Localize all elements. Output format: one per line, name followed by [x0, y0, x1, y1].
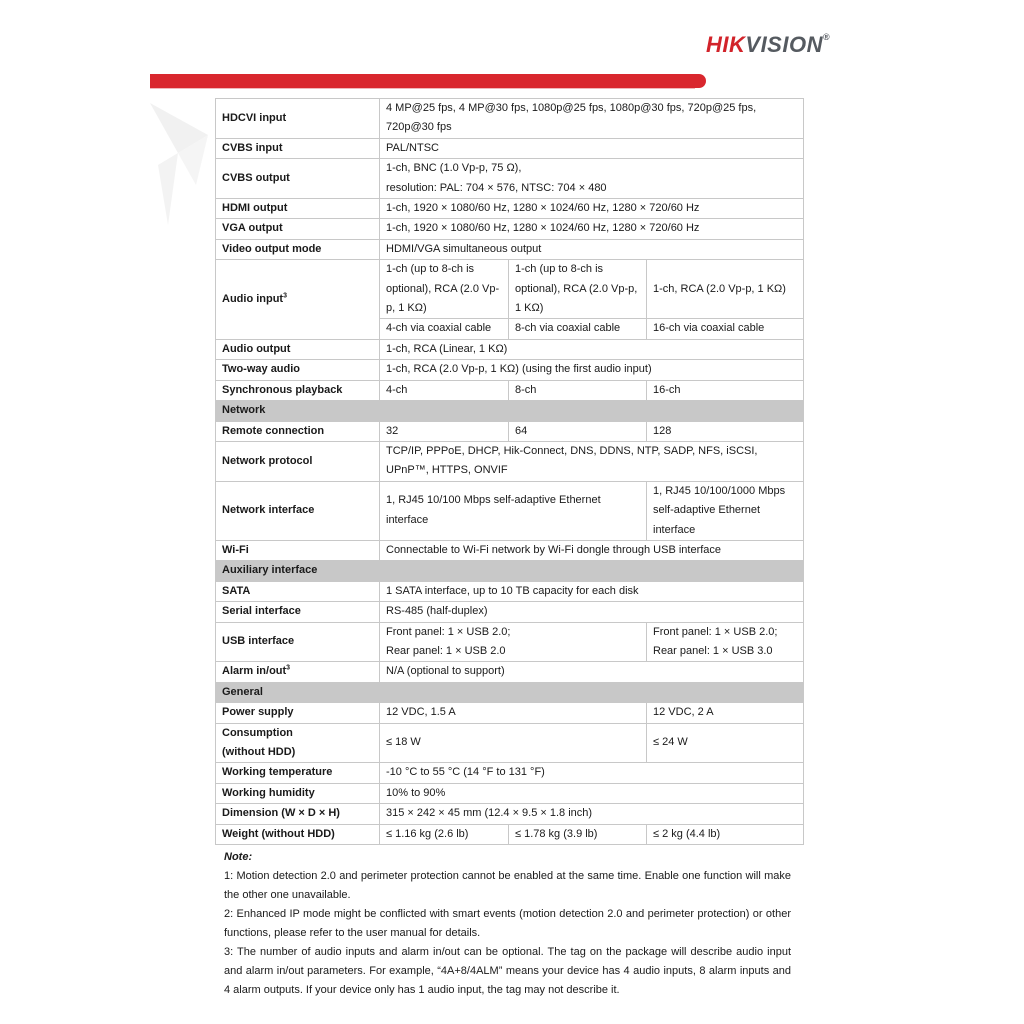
row-value: [380, 622, 647, 662]
row-value: 12 VDC, 1.5 A: [380, 703, 647, 723]
value-line: Rear panel: 1 × USB 2.0: [386, 644, 506, 657]
table-row: [216, 159, 804, 199]
table-row: [216, 804, 804, 824]
notes-title: Note:: [224, 851, 253, 863]
row-value: 32: [380, 421, 509, 441]
row-value: 4 MP@25 fps, 4 MP@30 fps, 1080p@25 fps, 1080p@30 fps, 720p@25 fps, 720p@30 fps: [380, 99, 804, 139]
value-line: 1-ch, BNC (1.0 Vp-p, 75 Ω),: [386, 162, 522, 175]
table-row: [216, 540, 804, 560]
row-label: VGA output: [216, 219, 380, 239]
row-value: ≤ 24 W: [647, 723, 804, 763]
row-label: HDCVI input: [216, 99, 380, 139]
row-label: Remote connection: [216, 421, 380, 441]
table-row: [216, 581, 804, 601]
row-value: 16-ch via coaxial cable: [647, 319, 804, 339]
table-row: [216, 339, 804, 359]
row-label: Dimension (W × D × H): [216, 804, 380, 824]
row-label: [216, 723, 380, 763]
row-value: ≤ 1.78 kg (3.9 lb): [509, 824, 647, 844]
table-row: [216, 239, 804, 259]
row-value: 1-ch (up to 8-ch is optional), RCA (2.0 Vp-p, 1 KΩ): [380, 260, 509, 319]
row-value: 128: [647, 421, 804, 441]
table-row: [216, 824, 804, 844]
table-row: [216, 723, 804, 763]
row-label: Synchronous playback: [216, 380, 380, 400]
logo-part-hik: HIK: [706, 32, 746, 57]
row-value: ≤ 1.16 kg (2.6 lb): [380, 824, 509, 844]
section-header: [216, 561, 804, 581]
label-text: Audio input: [222, 292, 284, 305]
row-label: Network interface: [216, 481, 380, 540]
section-title: Auxiliary interface: [216, 561, 804, 581]
table-row: [216, 441, 804, 481]
label-text: Consumption: [222, 726, 293, 739]
section-header: [216, 682, 804, 702]
row-value: N/A (optional to support): [380, 662, 804, 682]
footnote-marker: 3: [286, 664, 291, 672]
row-label: Video output mode: [216, 239, 380, 259]
row-value: 16-ch: [647, 380, 804, 400]
table-row: [216, 481, 804, 540]
table-row: [216, 380, 804, 400]
table-row: [216, 260, 804, 319]
hikvision-logo: [706, 32, 830, 58]
row-value: 1-ch, 1920 × 1080/60 Hz, 1280 × 1024/60 Hz, 1280 × 720/60 Hz: [380, 199, 804, 219]
table-row: [216, 421, 804, 441]
row-value: 1-ch, RCA (2.0 Vp-p, 1 KΩ) (using the first audio input): [380, 360, 804, 380]
row-value: Connectable to Wi-Fi network by Wi-Fi dongle through USB interface: [380, 540, 804, 560]
row-value: ≤ 18 W: [380, 723, 647, 763]
row-value: ≤ 2 kg (4.4 lb): [647, 824, 804, 844]
logo-registered-mark: ®: [822, 32, 831, 42]
row-label: [216, 662, 380, 682]
row-label: Working temperature: [216, 763, 380, 783]
row-value: 1, RJ45 10/100/1000 Mbps self-adaptive Ethernet interface: [647, 481, 804, 540]
row-value: 4-ch: [380, 380, 509, 400]
section-header: [216, 401, 804, 421]
table-row: [216, 602, 804, 622]
row-label: [216, 260, 380, 340]
row-value: -10 °C to 55 °C (14 °F to 131 °F): [380, 763, 804, 783]
row-value: 1-ch, 1920 × 1080/60 Hz, 1280 × 1024/60 Hz, 1280 × 720/60 Hz: [380, 219, 804, 239]
note-item: 3: The number of audio inputs and alarm in/out can be optional. The tag on the package will describe audio input and alarm in/out parameters. For example, “4A+8/4ALM” means your device has 4 audio inputs, 8 alarm inputs and 4 alarm outputs. If your device only has 1 audio input, the tag may not describe it.: [224, 946, 791, 996]
table-row: [216, 99, 804, 139]
row-label: Power supply: [216, 703, 380, 723]
row-label: Two-way audio: [216, 360, 380, 380]
row-value: 1-ch, RCA (2.0 Vp-p, 1 KΩ): [647, 260, 804, 319]
row-label: CVBS output: [216, 159, 380, 199]
row-value: HDMI/VGA simultaneous output: [380, 239, 804, 259]
row-label: Network protocol: [216, 441, 380, 481]
row-label: Working humidity: [216, 783, 380, 803]
notes-section: [224, 848, 791, 1000]
table-row: [216, 219, 804, 239]
row-value: 1-ch, RCA (Linear, 1 KΩ): [380, 339, 804, 359]
note-item: 2: Enhanced IP mode might be conflicted with smart events (motion detection 2.0 and perimeter protection) or other functions, please refer to the user manual for details.: [224, 908, 791, 939]
row-value: PAL/NTSC: [380, 138, 804, 158]
row-value: [380, 159, 804, 199]
note-item: 1: Motion detection 2.0 and perimeter protection cannot be enabled at the same time. Enable one function will make the other one unavailable.: [224, 870, 791, 901]
row-label: SATA: [216, 581, 380, 601]
row-value: 1, RJ45 10/100 Mbps self-adaptive Ethernet interface: [380, 481, 647, 540]
row-label: Serial interface: [216, 602, 380, 622]
row-label: Audio output: [216, 339, 380, 359]
row-value: 4-ch via coaxial cable: [380, 319, 509, 339]
row-label: Weight (without HDD): [216, 824, 380, 844]
table-row: [216, 138, 804, 158]
value-line: Front panel: 1 × USB 2.0;: [386, 625, 511, 638]
row-label: HDMI output: [216, 199, 380, 219]
watermark-graphic: [148, 95, 218, 235]
row-value: RS-485 (half-duplex): [380, 602, 804, 622]
row-value: 64: [509, 421, 647, 441]
value-line: Rear panel: 1 × USB 3.0: [653, 644, 773, 657]
section-title: General: [216, 682, 804, 702]
row-value: 10% to 90%: [380, 783, 804, 803]
value-line: resolution: PAL: 704 × 576, NTSC: 704 × 480: [386, 181, 607, 194]
table-row: [216, 662, 804, 682]
row-value: 8-ch: [509, 380, 647, 400]
row-label: Wi-Fi: [216, 540, 380, 560]
label-text: (without HDD): [222, 746, 296, 758]
header-red-bar: [150, 74, 706, 88]
row-value: 1 SATA interface, up to 10 TB capacity for each disk: [380, 581, 804, 601]
row-value: 12 VDC, 2 A: [647, 703, 804, 723]
value-line: Front panel: 1 × USB 2.0;: [653, 625, 778, 638]
row-value: 8-ch via coaxial cable: [509, 319, 647, 339]
table-row: [216, 703, 804, 723]
row-label: USB interface: [216, 622, 380, 662]
row-value: TCP/IP, PPPoE, DHCP, Hik-Connect, DNS, DDNS, NTP, SADP, NFS, iSCSI, UPnP™, HTTPS, ONVIF: [380, 441, 804, 481]
row-label: CVBS input: [216, 138, 380, 158]
row-value: [647, 622, 804, 662]
row-value: 315 × 242 × 45 mm (12.4 × 9.5 × 1.8 inch): [380, 804, 804, 824]
row-value: 1-ch (up to 8-ch is optional), RCA (2.0 Vp-p, 1 KΩ): [509, 260, 647, 319]
logo-part-vision: VISION: [745, 32, 823, 57]
table-row: [216, 763, 804, 783]
table-row: [216, 199, 804, 219]
footnote-marker: 3: [283, 292, 287, 300]
table-row: [216, 360, 804, 380]
section-title: Network: [216, 401, 804, 421]
label-text: Alarm in/out: [222, 665, 287, 678]
spec-table: [215, 98, 804, 845]
table-row: [216, 783, 804, 803]
table-row: [216, 622, 804, 662]
